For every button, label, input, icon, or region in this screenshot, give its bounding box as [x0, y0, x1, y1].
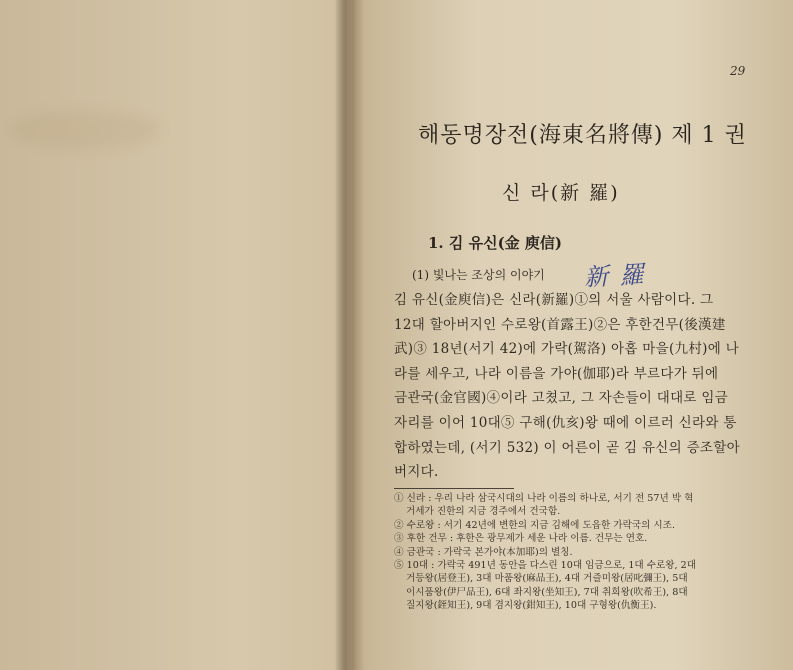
footnote: ④ 금관국 : 가락국 본가야(本加耶)의 별칭. — [394, 546, 573, 558]
subsection-title: 1. 김 유신(金 庾信) — [428, 234, 562, 252]
right-page — [354, 0, 793, 670]
sub-subsection-title: (1) 빛나는 조상의 이야기 — [412, 268, 545, 282]
page-number: 29 — [730, 64, 746, 78]
footnote-continuation: 이시품왕(伊尸品王), 6대 좌지왕(坐知王), 7대 취희왕(吹希王), 8대 — [406, 586, 688, 598]
footnote: ② 수로왕 : 서기 42년에 변한의 지금 김해에 도읍한 가락국의 시조. — [394, 519, 675, 531]
body-line: 금관국(金官國)④이라 고쳤고, 그 자손들이 대대로 임금 — [394, 390, 729, 407]
body-paragraph — [394, 288, 786, 485]
footnote-continuation: 거등왕(居登王), 3대 마품왕(麻品王), 4대 거즐미왕(居叱彌王), 5대 — [406, 573, 688, 585]
body-line: 12대 할아버지인 수로왕(首露王)②은 후한건무(後漢建 — [394, 316, 726, 333]
chapter-title: 해동명장전(海東名將傳) 제 1 권 — [418, 123, 747, 148]
left-page-blank — [0, 0, 345, 670]
handwritten-annotation: 新 羅 — [583, 260, 647, 292]
body-line: 라를 세우고, 나라 이름을 가야(伽耶)라 부르다가 뒤에 — [394, 365, 719, 382]
section-title: 신 라(新 羅) — [502, 182, 620, 204]
footnote: ⑤ 10대 : 가락국 491년 동안을 다스린 10대 임금으로, 1대 수로왕, 2대 — [394, 559, 697, 571]
body-line: 버지다. — [394, 464, 439, 481]
paper-stain — [10, 110, 160, 150]
footnotes — [394, 492, 789, 613]
body-line: 자리를 이어 10대⑤ 구해(仇亥)왕 때에 이르러 신라와 통 — [394, 414, 737, 431]
footnote: ① 신라 : 우리 나라 삼국시대의 나라 이름의 하나로, 서기 전 57년 박 혁 — [394, 493, 694, 504]
footnote: ③ 후한 건무 : 후한은 광무제가 세운 나라 이름. 건무는 연호. — [394, 533, 648, 545]
footnote-continuation: 거세가 진한의 지금 경주에서 건국함. — [406, 506, 561, 518]
book-gutter — [336, 0, 354, 670]
body-line: 합하였는데, (서기 532) 이 어른이 곧 김 유신의 증조할아 — [394, 439, 740, 456]
body-line: 김 유신(金庾信)은 신라(新羅)①의 서울 사람이다. 그 — [394, 292, 714, 308]
body-line: 武)③ 18년(서기 42)에 가락(駕洛) 아홉 마을(九村)에 나 — [394, 341, 739, 358]
footnote-divider — [394, 488, 514, 489]
footnote-continuation: 질지왕(銍知王), 9대 겸지왕(鉗知王), 10대 구형왕(仇衡王). — [406, 600, 657, 612]
